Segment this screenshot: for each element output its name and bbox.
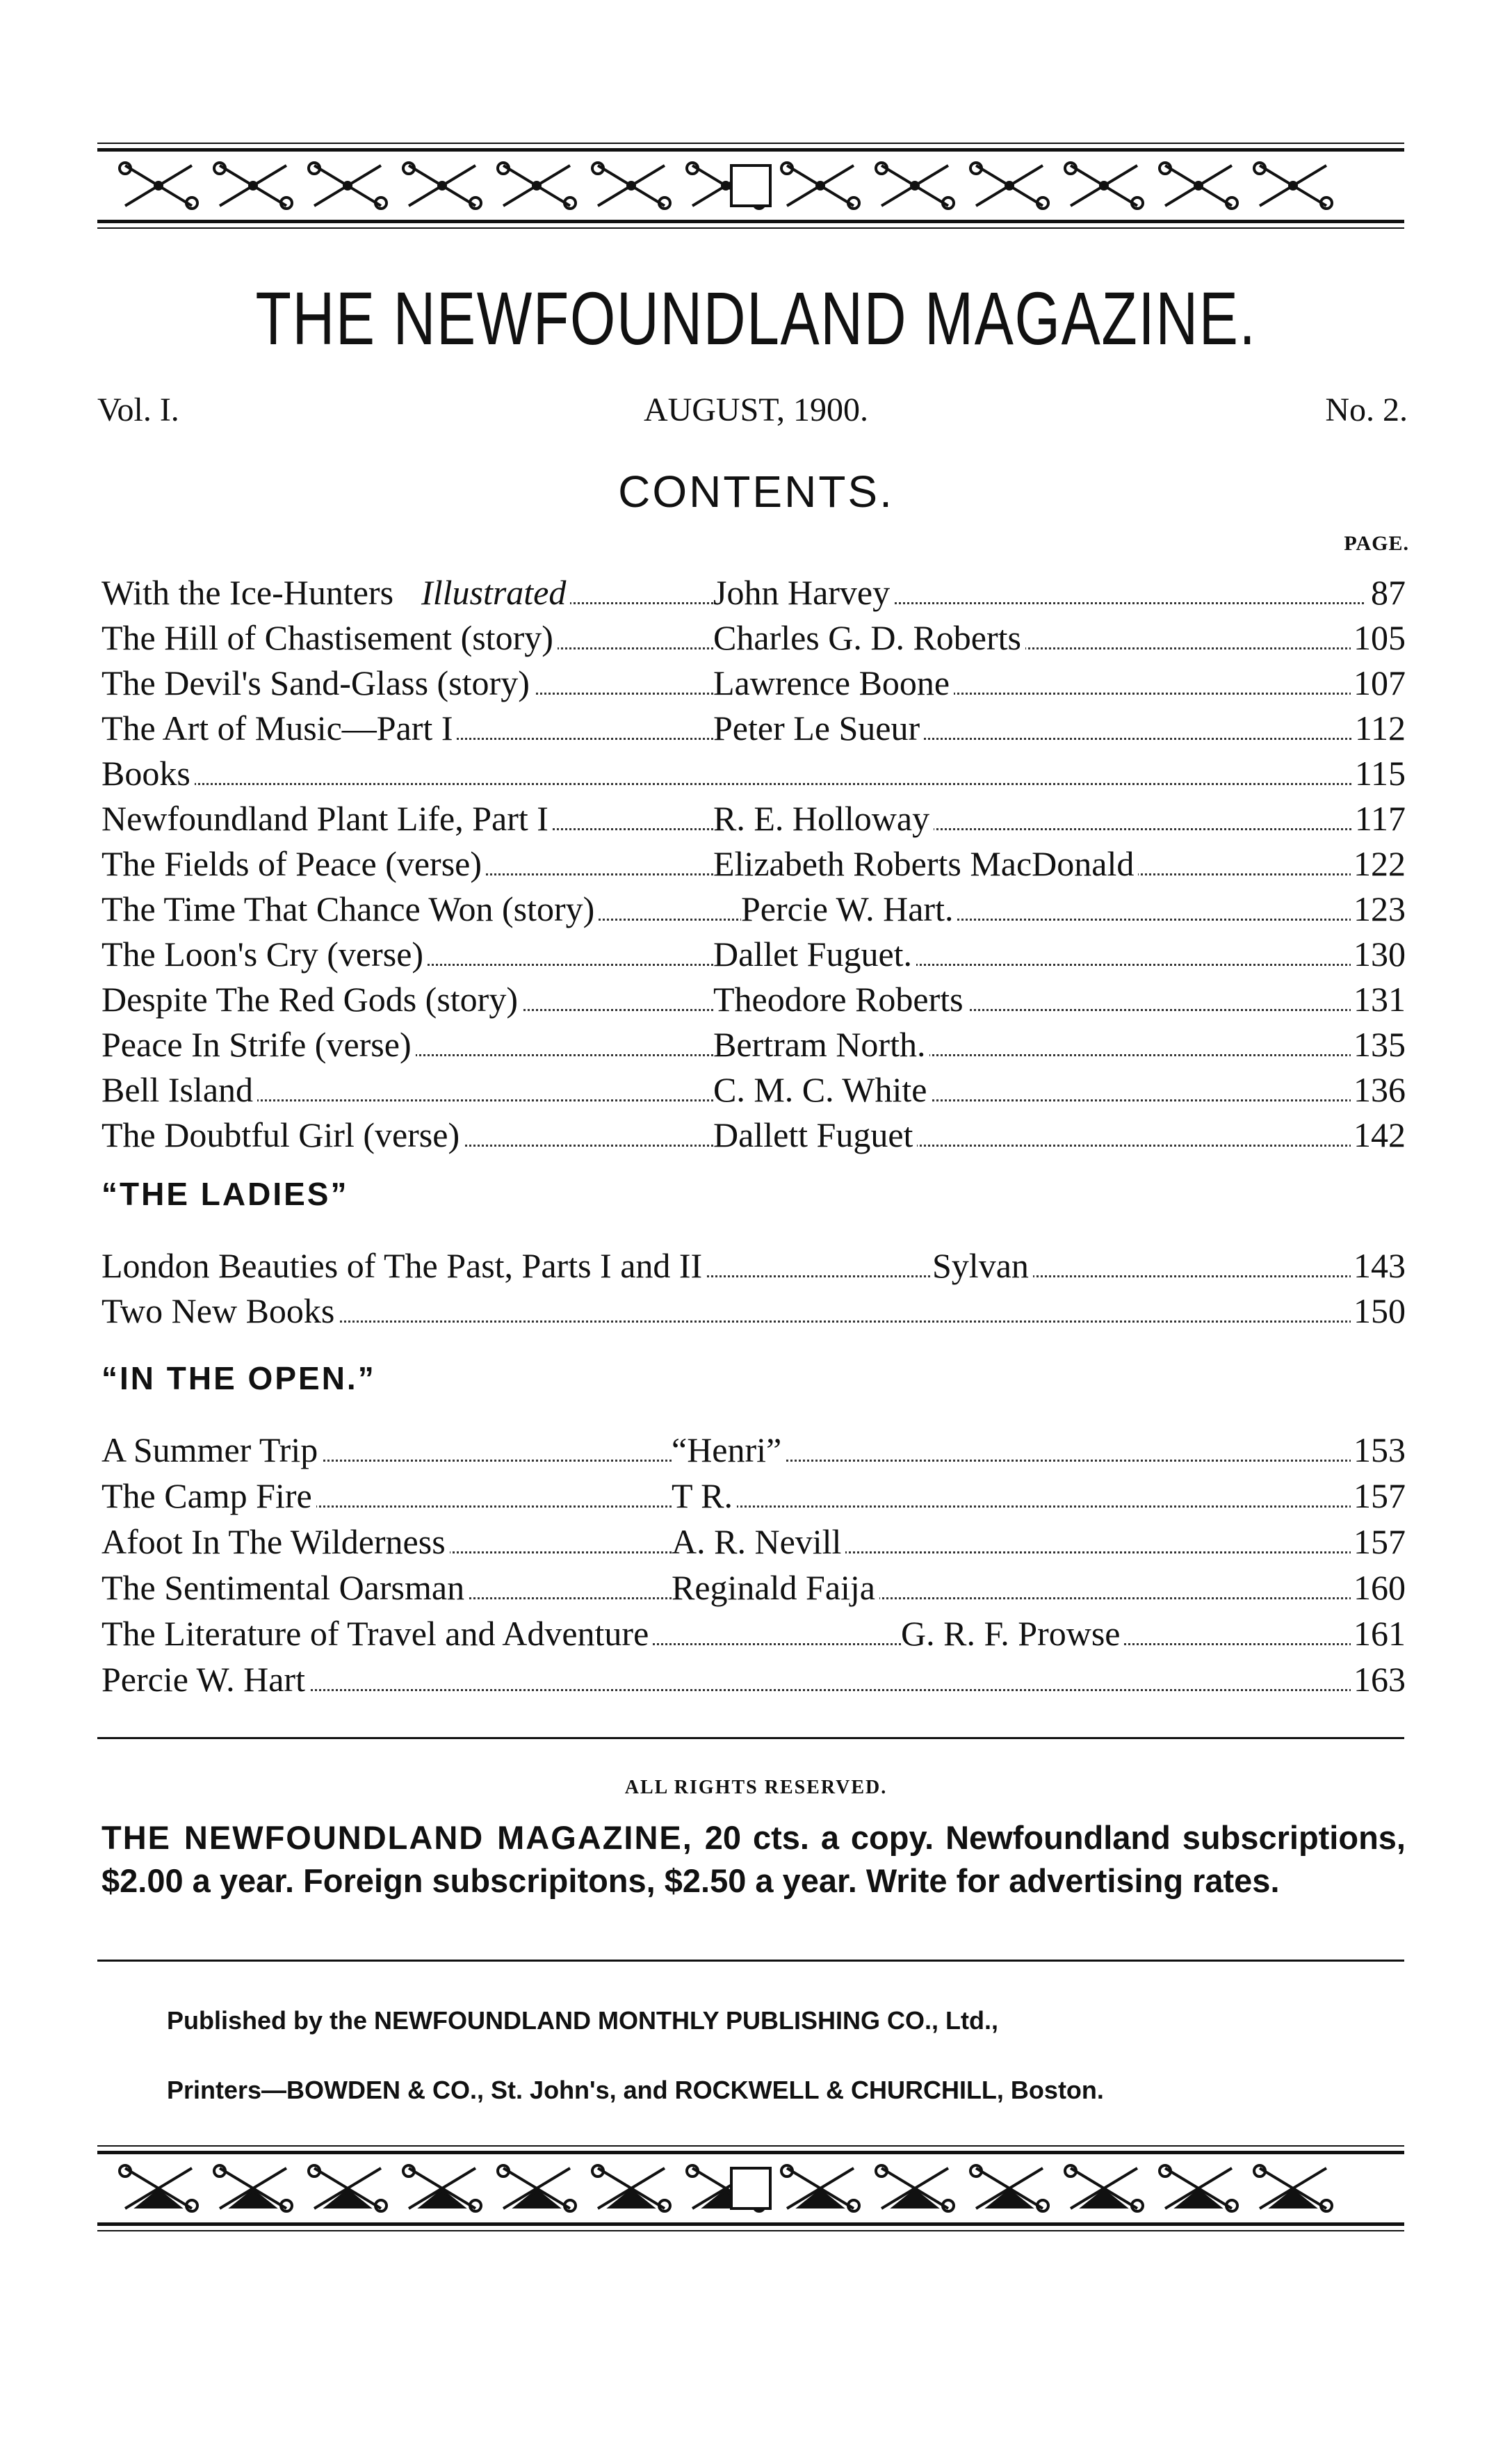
entry-page-number: 150: [1351, 1290, 1406, 1332]
entry-author: “Henri”: [672, 1429, 786, 1471]
publisher-line: Published by the NEWFOUNDLAND MONTHLY PUBLISHING CO., Ltd.,: [167, 2006, 999, 2035]
contents-entry: [101, 1290, 1406, 1332]
entry-note: Illustrated: [421, 573, 567, 612]
top-ornament: [97, 156, 1404, 216]
entry-author: John Harvey: [713, 572, 894, 613]
entry-page-number: 157: [1351, 1475, 1406, 1517]
entry-title-text: Peace In Strife (verse): [101, 1025, 412, 1064]
contents-entry: [101, 1475, 1406, 1517]
contents-entry: [101, 1245, 1406, 1286]
entry-title: [101, 1290, 339, 1332]
entry-title-text: The Loon's Cry (verse): [101, 935, 424, 974]
entry-title-text: With the Ice-Hunters: [101, 573, 394, 612]
contents-entry: [101, 1024, 1406, 1065]
contents-entry: [101, 1658, 1406, 1700]
contents-entry: [101, 1114, 1406, 1156]
contents-entry: [101, 888, 1406, 930]
entry-title: [101, 1069, 257, 1111]
contents-entry: [101, 707, 1406, 749]
printers-line: Printers—BOWDEN & CO., St. John's, and ROCKWELL & CHURCHILL, Boston.: [167, 2076, 1104, 2104]
entry-title-text: The Art of Music—Part I: [101, 709, 453, 748]
contents-entry: [101, 1613, 1406, 1654]
entry-page-number: 157: [1351, 1521, 1406, 1562]
entry-title-text: A Summer Trip: [101, 1430, 318, 1469]
entry-author: C. M. C. White: [713, 1069, 931, 1111]
entry-title: [101, 1658, 309, 1700]
contents-entry: [101, 933, 1406, 975]
volume-label: Vol. I.: [97, 391, 179, 428]
divider: [97, 1960, 1404, 1962]
entry-title: [101, 1475, 316, 1517]
entry-page-number: 142: [1351, 1114, 1406, 1156]
entry-title: [101, 1024, 416, 1065]
entry-author: A. R. Nevill: [672, 1521, 845, 1562]
entry-title: [101, 662, 534, 704]
entry-page-number: 107: [1351, 662, 1406, 704]
entry-title-text: London Beauties of The Past, Parts I and II: [101, 1246, 703, 1285]
entry-title-text: The Camp Fire: [101, 1476, 312, 1515]
entry-title: [101, 572, 570, 613]
contents-entry: [101, 978, 1406, 1020]
issue-date: AUGUST, 1900.: [643, 391, 869, 428]
entry-page-number: 131: [1351, 978, 1406, 1020]
entry-author: Percie W. Hart.: [741, 888, 957, 930]
entry-title-text: The Devil's Sand-Glass (story): [101, 663, 530, 702]
entry-title: [101, 752, 195, 794]
contents-entry: [101, 1521, 1406, 1562]
entry-page-number: 122: [1351, 843, 1406, 885]
contents-entry: [101, 1567, 1406, 1608]
contents-entry: [101, 752, 1406, 794]
entry-title: [101, 617, 558, 659]
entry-title-text: Despite The Red Gods (story): [101, 980, 518, 1019]
entry-author: Peter Le Sueur: [713, 707, 924, 749]
entry-title: [101, 1114, 464, 1156]
entry-title: [101, 843, 486, 885]
issue-number: No. 2.: [1325, 391, 1408, 428]
entry-page-number: 130: [1351, 933, 1406, 975]
contents-entry: [101, 662, 1406, 704]
entry-page-number: 136: [1351, 1069, 1406, 1111]
entry-page-number: 117: [1352, 798, 1406, 839]
bottom-ornament-band: [97, 2145, 1404, 2236]
entry-author: Sylvan: [932, 1245, 1033, 1286]
entry-page-number: 160: [1351, 1567, 1406, 1608]
entry-title-text: Books: [101, 754, 190, 793]
subscription-magazine-name: THE NEWFOUNDLAND MAGAZINE,: [101, 1819, 693, 1856]
bottom-ornament: [97, 2158, 1404, 2218]
entry-title-text: Bell Island: [101, 1070, 254, 1109]
top-ornament-band: [97, 143, 1404, 233]
contents-entry: [101, 1429, 1406, 1471]
entry-title: [101, 707, 457, 749]
entry-title-text: The Hill of Chastisement (story): [101, 618, 553, 657]
entry-title: [101, 888, 599, 930]
entry-page-number: 161: [1351, 1613, 1406, 1654]
entry-page-number: 153: [1351, 1429, 1406, 1471]
page-column-label: PAGE.: [1344, 532, 1409, 555]
contents-entry: [101, 843, 1406, 885]
entry-author: T R.: [672, 1475, 737, 1517]
subscription-notice: [101, 1816, 1406, 1903]
entry-title: [101, 933, 428, 975]
entry-page-number: 115: [1352, 752, 1406, 794]
entry-author: Elizabeth Roberts MacDonald: [713, 843, 1138, 885]
entry-page-number: 87: [1368, 572, 1406, 613]
entry-page-number: 123: [1351, 888, 1406, 930]
entry-author: G. R. F. Prowse: [901, 1613, 1124, 1654]
entry-title-text: The Time That Chance Won (story): [101, 889, 595, 928]
entry-page-number: 135: [1351, 1024, 1406, 1065]
entry-title: [101, 798, 553, 839]
section-heading-ladies: “THE LADIES”: [101, 1176, 349, 1212]
entry-author: Dallet Fuguet.: [713, 933, 916, 975]
entry-title: [101, 1613, 653, 1654]
entry-title-text: The Sentimental Oarsman: [101, 1568, 465, 1607]
entry-page-number: 112: [1352, 707, 1406, 749]
contents-entry: [101, 617, 1406, 659]
entry-title: [101, 1521, 450, 1562]
entry-page-number: 105: [1351, 617, 1406, 659]
entry-title: [101, 978, 522, 1020]
entry-author: Dallett Fuguet: [713, 1114, 917, 1156]
entry-title: [101, 1245, 706, 1286]
entry-title: [101, 1429, 322, 1471]
contents-entry: [101, 572, 1406, 613]
entry-title: [101, 1567, 469, 1608]
entry-title-text: The Literature of Travel and Adventure: [101, 1614, 649, 1653]
entry-title-text: Percie W. Hart: [101, 1660, 305, 1699]
entry-author: Charles G. D. Roberts: [713, 617, 1025, 659]
entry-title-text: The Fields of Peace (verse): [101, 844, 482, 883]
contents-heading: CONTENTS.: [618, 467, 894, 517]
contents-entry: [101, 798, 1406, 839]
entry-author: Lawrence Boone: [713, 662, 954, 704]
entry-author: Theodore Roberts: [713, 978, 968, 1020]
subscription-text: 20 cts. a copy. Newfoundland subscriptions, $2.00 a year. Foreign subscripitons, $2.50 a year. Write for advertising rates.: [101, 1819, 1406, 1899]
magazine-title: THE NEWFOUNDLAND MAGAZINE.: [255, 276, 1257, 360]
entry-author: Bertram North.: [713, 1024, 929, 1065]
entry-title-text: Newfoundland Plant Life, Part I: [101, 799, 548, 838]
entry-author: R. E. Holloway: [713, 798, 934, 839]
contents-entry: [101, 1069, 1406, 1111]
entry-page-number: 163: [1351, 1658, 1406, 1700]
entry-page-number: 143: [1351, 1245, 1406, 1286]
divider: [97, 1737, 1404, 1739]
section-heading-open: “IN THE OPEN.”: [101, 1360, 376, 1396]
entry-title-text: Two New Books: [101, 1291, 335, 1330]
dot-leader: [101, 783, 1364, 785]
entry-title-text: The Doubtful Girl (verse): [101, 1115, 460, 1154]
entry-author: Reginald Faija: [672, 1567, 879, 1608]
entry-title-text: Afoot In The Wilderness: [101, 1522, 446, 1561]
rights-notice: ALL RIGHTS RESERVED.: [624, 1777, 888, 1798]
